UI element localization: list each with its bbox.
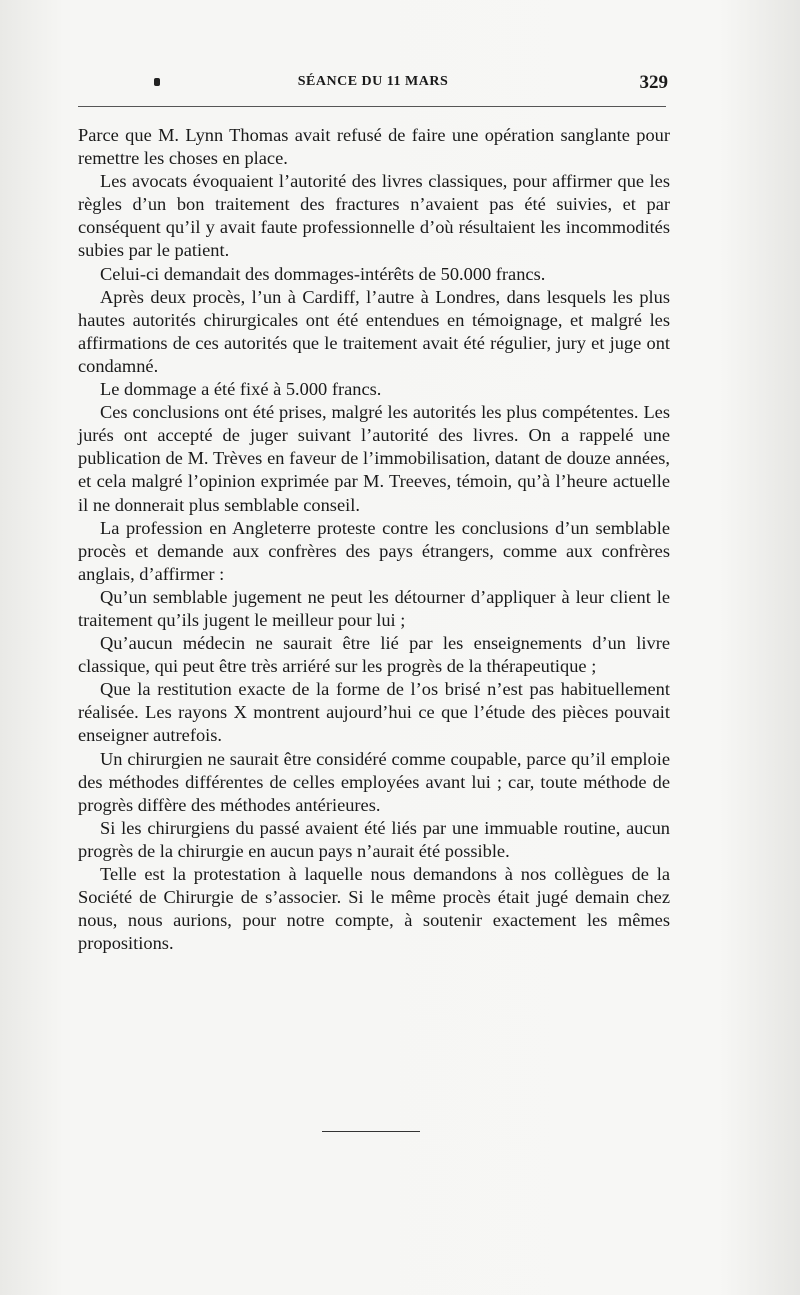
header-rule [78,106,666,107]
page-header [78,72,668,96]
paragraph: Ces conclusions ont été prises, malgré les autorités les plus compétentes. Les jurés ont accepté de juger suivant l’autorité des livres. On a rappelé une publication de M. Trèves en faveur de l’immobilisation, datant de douze années, et cela malgré l’opinion exprimée par M. Treeves, témoin, qu’à l’heure actuelle il ne donnerait plus semblable conseil. [78,402,670,515]
paragraph: Qu’aucun médecin ne saurait être lié par les enseignements d’un livre classique, qui peut être très arriéré sur les progrès de la thérapeutique ; [78,633,670,677]
paragraph: La profession en Angleterre proteste contre les conclusions d’un semblable procès et demande aux confrères des pays étrangers, comme aux confrères anglais, d’affirmer : [78,517,670,584]
paragraph: Qu’un semblable jugement ne peut les détourner d’appliquer à leur client le traitement qu’ils jugent le meilleur pour lui ; [78,586,670,630]
paragraph: Après deux procès, l’un à Cardiff, l’autre à Londres, dans lesquels les plus hautes autorités chirurgicales ont été entendues en témoignage, et malgré les affirmations de ces autorités que le traitement avait été régulier, jury et juge ont condamné. [78,286,670,376]
paragraph: Que la restitution exacte de la forme de l’os brisé n’est pas habituellement réalisée. Les rayons X montrent aujourd’hui ce que l’étude des pièces pouvait enseigner autrefois. [78,679,670,746]
page-number: 329 [639,72,668,93]
paragraph: Parce que M. Lynn Thomas avait refusé de faire une opération sanglante pour remettre les choses en place. [78,125,670,169]
running-head: SÉANCE DU 11 MARS [297,74,449,89]
end-rule [322,1131,420,1132]
paragraph: Si les chirurgiens du passé avaient été liés par une immuable routine, aucun progrès de la chirurgie en aucun pays n’aurait été possible. [78,817,670,861]
paragraph: Un chirurgien ne saurait être considéré comme coupable, parce qu’il emploie des méthodes différentes de celles employées avant lui ; car, toute méthode de progrès diffère des méthodes antérieures. [78,748,670,815]
body-text [78,124,670,955]
paragraph: Celui-ci demandait des dommages-intérêts de 50.000 francs. [100,263,546,284]
paragraph: Le dommage a été fixé à 5.000 francs. [100,379,382,400]
paragraph: Les avocats évoquaient l’autorité des livres classiques, pour affirmer que les règles d’un bon traitement des fractures n’avaient pas été suivies, et par conséquent qu’il y avait faute professionnelle d’où résultaient les incommodités subies par le patient. [78,171,670,261]
paragraph: Telle est la protestation à laquelle nous demandons à nos collègues de la Société de Chirurgie de s’associer. Si le même procès était jugé demain chez nous, nous aurions, pour notre compte, à soutenir exactement les mêmes propositions. [78,864,670,954]
